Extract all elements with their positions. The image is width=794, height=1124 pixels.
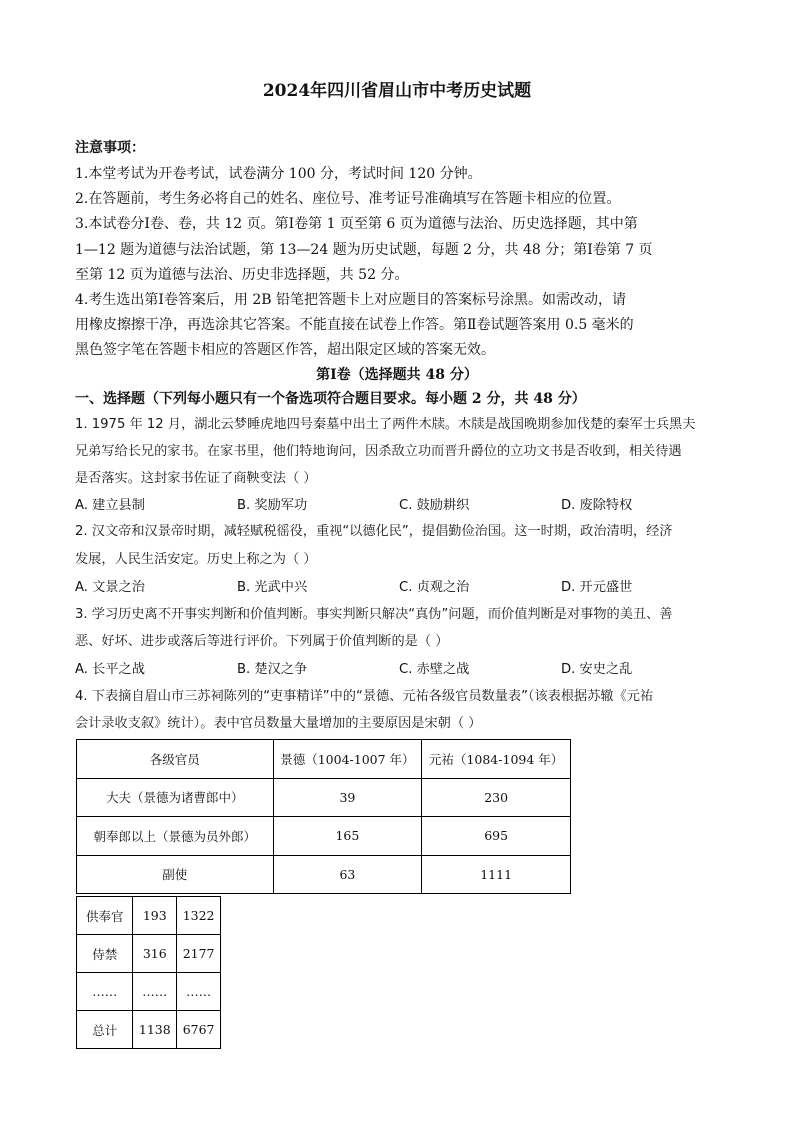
table-header-cell: 元祐（1084-1094 年） [422, 740, 571, 779]
table-cell: 695 [422, 817, 571, 856]
note-line: 1—12 题为道德与法治试题，第 13—24 题为历史试题，每题 2 分，共 48 分；第Ⅰ卷第 7 页 [75, 242, 653, 258]
question-3-option-b: B. 楚汉之争 [237, 662, 308, 677]
table-cell: 侍禁 [77, 935, 133, 973]
officials-table-continued [76, 896, 221, 1049]
question-3-text: 恶、好坏、进步或落后等进行评价。下列属于价值判断的是（ ） [75, 634, 449, 649]
exam-title: 2024年四川省眉山市中考历史试题 [262, 81, 532, 101]
table-cell: 大夫（景德为诸曹郎中） [77, 778, 274, 817]
table-cell: 193 [133, 897, 177, 935]
question-4-text: 4. 下表摘自眉山市三苏祠陈列的“吏事精详”中的“景德、元祐各级官员数量表”（该表根据苏辙《元祐 [75, 689, 654, 704]
table-row [77, 778, 571, 817]
note-line: 2.在答题前，考生务必将自己的姓名、座位号、准考证号准确填写在答题卡相应的位置。 [75, 191, 621, 207]
table-cell: 230 [422, 778, 571, 817]
question-2-option-b: B. 光武中兴 [237, 580, 308, 595]
note-line: 黑色签字笔在答题卡相应的答题区作答，超出限定区域的答案无效。 [75, 342, 495, 358]
table-cell: 1138 [133, 1011, 177, 1049]
table-row [77, 1011, 221, 1049]
table-cell: 1322 [177, 897, 221, 935]
note-line: 4.考生选出第Ⅰ卷答案后，用 2B 铅笔把答题卡上对应题目的答案标号涂黑。如需改动，请 [75, 292, 626, 308]
question-1-text: 1. 1975 年 12 月，湖北云梦睡虎地四号秦墓中出土了两件木牍。木牍是战国晚期参加伐楚的秦军士兵黑夫 [75, 417, 696, 432]
note-line: 1.本堂考试为开卷考试，试卷满分 100 分，考试时间 120 分钟。 [75, 166, 482, 182]
question-3-option-a: A. 长平之战 [75, 662, 145, 677]
question-1-text: 兄弟写给长兄的家书。在家书里，他们特地询问，因杀敌立功而晋升爵位的立功文书是否收到，相关待遇 [75, 444, 682, 459]
question-2-text: 发展，人民生活安定。历史上称之为（ ） [75, 552, 317, 567]
officials-table [76, 739, 571, 894]
note-line: 至第 12 页为道德与法治、历史非选择题，共 52 分。 [75, 267, 409, 283]
table-header-row [77, 740, 571, 779]
question-3-option-d: D. 安史之乱 [561, 662, 633, 677]
table-cell: 6767 [177, 1011, 221, 1049]
table-cell: 1111 [422, 855, 571, 894]
table-header-cell: 景德（1004-1007 年） [273, 740, 422, 779]
table-row [77, 935, 221, 973]
table-header-cell: 各级官员 [77, 740, 274, 779]
question-3-option-c: C. 赤壁之战 [399, 662, 470, 677]
notice-heading: 注意事项： [75, 140, 145, 156]
table-cell: 63 [273, 855, 422, 894]
question-3-text: 3. 学习历史离不开事实判断和价值判断。事实判断只解决“真伪”问题，而价值判断是对事物的美丑、善 [75, 607, 673, 622]
table-cell: …… [77, 973, 133, 1011]
table-cell: 2177 [177, 935, 221, 973]
question-1-text: 是否落实。这封家书佐证了商鞅变法（ ） [75, 471, 317, 486]
question-2-option-a: A. 文景之治 [75, 580, 145, 595]
table-row [77, 897, 221, 935]
table-row [77, 817, 571, 856]
table-cell: 316 [133, 935, 177, 973]
table-row [77, 973, 221, 1011]
question-1-option-a: A. 建立县制 [75, 498, 145, 513]
table-cell: 39 [273, 778, 422, 817]
table-cell: 朝奉郎以上（景德为员外郎） [77, 817, 274, 856]
question-2-text: 2. 汉文帝和汉景帝时期，减轻赋税徭役，重视“以德化民”，提倡勤俭治国。这一时期，政治清明，经济 [75, 524, 673, 539]
section-title: 第Ⅰ卷（选择题共 48 分） [316, 367, 478, 383]
question-2-option-c: C. 贞观之治 [399, 580, 470, 595]
table-cell: 供奉官 [77, 897, 133, 935]
question-2-option-d: D. 开元盛世 [561, 580, 633, 595]
table-row [77, 855, 571, 894]
question-1-option-c: C. 鼓励耕织 [399, 498, 470, 513]
question-4-text: 会计录收支叙》统计）。表中官员数量大量增加的主要原因是宋朝（ ） [75, 716, 482, 731]
part-heading: 一、选择题（下列每小题只有一个备选项符合题目要求。每小题 2 分，共 48 分） [75, 391, 586, 407]
note-line: 用橡皮擦擦干净，再选涂其它答案。不能直接在试卷上作答。第Ⅱ卷试题答案用 0.5 毫米的 [75, 317, 634, 333]
table-cell: …… [177, 973, 221, 1011]
table-cell: …… [133, 973, 177, 1011]
question-1-option-b: B. 奖励军功 [237, 498, 308, 513]
table-cell: 总计 [77, 1011, 133, 1049]
question-1-option-d: D. 废除特权 [561, 498, 633, 513]
note-line: 3.本试卷分Ⅰ卷、卷，共 12 页。第Ⅰ卷第 1 页至第 6 页为道德与法治、历史选择题，其中第 [75, 216, 638, 232]
table-cell: 165 [273, 817, 422, 856]
table-cell: 副使 [77, 855, 274, 894]
